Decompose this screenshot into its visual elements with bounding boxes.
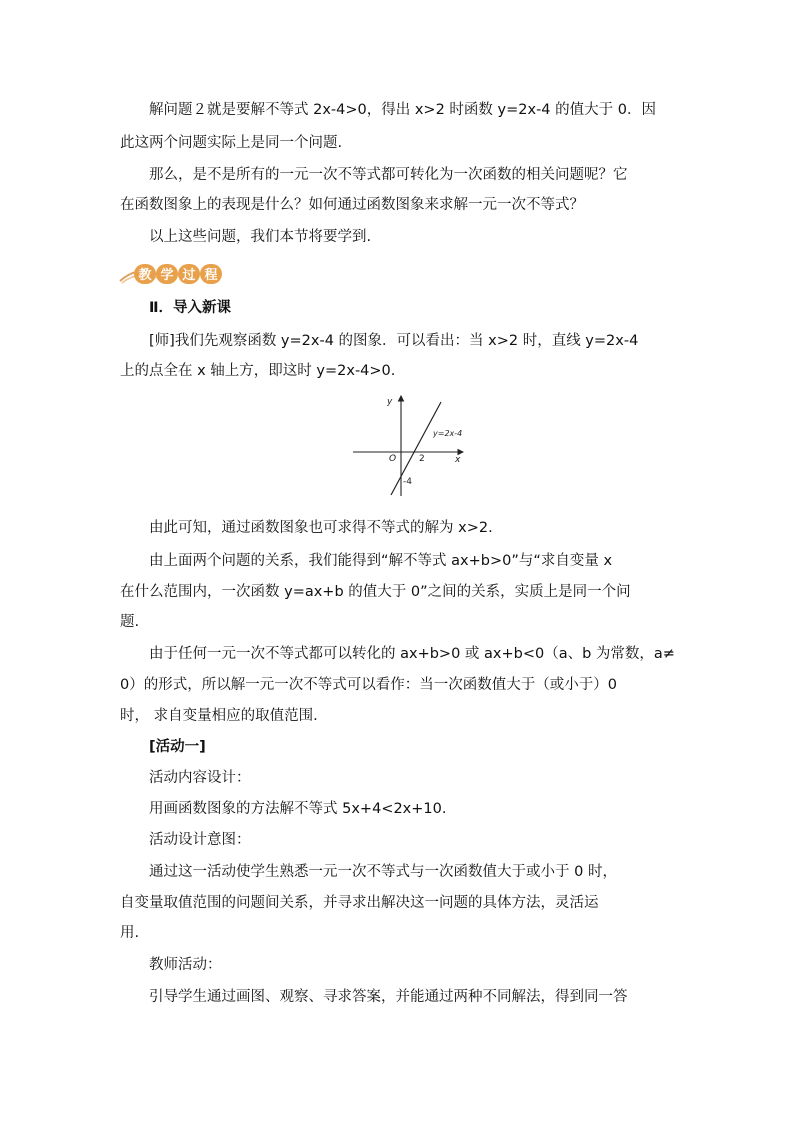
paragraph-1-line-1: 解问题２就是要解不等式 2x-4>0，得出 x>2 时函数 y=2x-4 的值大于 0．因 xyxy=(149,102,656,118)
paragraph-4-line-2: 上的点全在 x 轴上方，即这时 y=2x-4>0. xyxy=(120,363,396,379)
paragraph-7-line-2: 0）的形式，所以解一元一次不等式可以看作：当一次函数值大于（或小于）0 xyxy=(120,677,617,693)
banner-char-4: 程 xyxy=(204,268,218,283)
teacher-activity-label: 教师活动： xyxy=(149,957,222,973)
y-intercept-label: -4 xyxy=(403,477,412,487)
section-heading: Ⅱ．导入新课 xyxy=(149,300,232,316)
banner-char-3: 过 xyxy=(182,268,196,283)
paragraph-5: 由此可知，通过函数图象也可求得不等式的解为 x>2. xyxy=(149,520,493,536)
activity-heading: [活动一] xyxy=(149,739,206,755)
banner-char-2: 学 xyxy=(160,268,174,283)
paragraph-3: 以上这些问题，我们本节将要学到. xyxy=(149,229,372,245)
paragraph-8-line-1: 通过这一活动使学生熟悉一元一次不等式与一次函数值大于或小于 0 时， xyxy=(149,864,617,880)
origin-label: O xyxy=(389,454,397,464)
paragraph-6-line-1: 由上面两个问题的关系，我们能得到“解不等式 ax+b>0”与“求自变量 x xyxy=(149,553,613,569)
paragraph-9-line-1: 引导学生通过画图、观察、寻求答案，并能通过两种不同解法，得到同一答 xyxy=(149,989,628,1005)
paragraph-4-line-1: [师]我们先观察函数 y=2x-4 的图象．可以看出：当 x>2 时，直线 y=2x-4 xyxy=(149,333,639,349)
function-graph xyxy=(345,388,485,500)
y-axis-label: y xyxy=(387,397,393,407)
x-intercept-label: 2 xyxy=(419,454,425,464)
paragraph-2-line-1: 那么，是不是所有的一元一次不等式都可转化为一次函数的相关问题呢？它 xyxy=(149,167,628,183)
paragraph-1-line-2: 此这两个问题实际上是同一个问题. xyxy=(120,135,343,151)
paragraph-8-line-2: 自变量取值范围的问题间关系，并寻求出解决这一问题的具体方法，灵活运 xyxy=(120,895,599,911)
activity-content: 用画函数图象的方法解不等式 5x+4<2x+10. xyxy=(149,801,447,817)
banner-char-1: 教 xyxy=(138,268,152,283)
x-axis-label: x xyxy=(455,455,461,465)
activity-content-label: 活动内容设计： xyxy=(149,770,251,786)
paragraph-6-line-3: 题. xyxy=(120,614,140,630)
paragraph-2-line-2: 在函数图象上的表现是什么？如何通过函数图象来求解一元一次不等式？ xyxy=(120,197,584,213)
paragraph-7-line-3: 时， 求自变量相应的取值范围. xyxy=(120,708,318,724)
paragraph-8-line-3: 用. xyxy=(120,925,140,941)
teaching-process-banner xyxy=(118,261,228,287)
paragraph-7-line-1: 由于任何一元一次不等式都可以转化的 ax+b>0 或 ax+b<0（a、b 为常数，a≠ xyxy=(149,646,675,662)
activity-intent-label: 活动设计意图： xyxy=(149,832,251,848)
line-label: y=2x-4 xyxy=(433,429,463,438)
function-line xyxy=(391,402,441,495)
paragraph-6-line-2: 在什么范围内，一次函数 y=ax+b 的值大于 0”之间的关系，实质上是同一个问 xyxy=(120,584,631,600)
